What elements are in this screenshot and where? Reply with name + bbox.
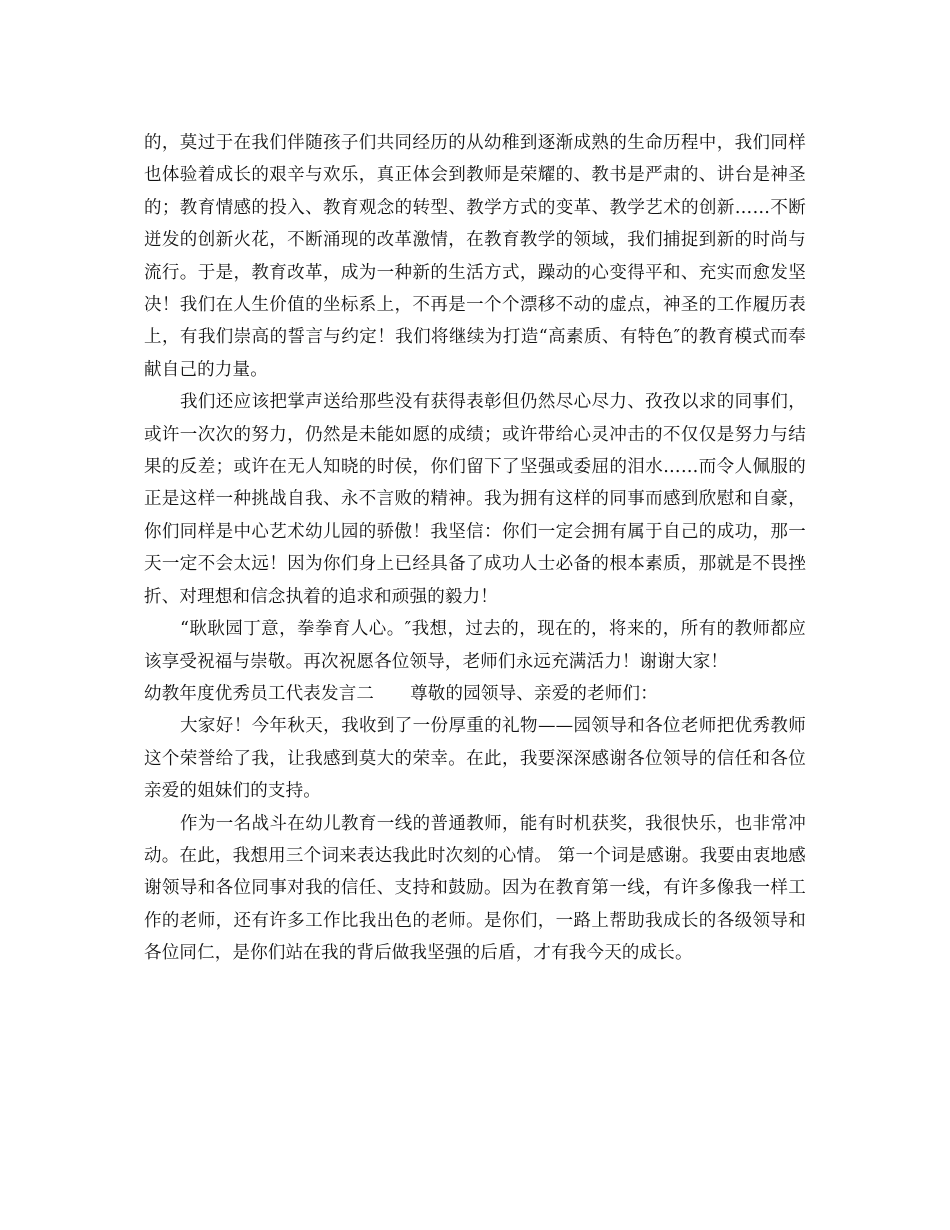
salutation: 尊敬的园领导、亲爱的老师们： xyxy=(410,683,658,704)
paragraph-4: 大家好！今年秋天，我收到了一份厚重的礼物——园领导和各位老师把优秀教师这个荣誉给了我，让我感到莫大的荣幸。在此，我要深深感谢各位领导的信任和各位亲爱的姐妹们的支持。 xyxy=(144,716,806,802)
document-body xyxy=(144,127,806,970)
paragraph-3: “耿耿园丁意，拳拳育人心。″我想，过去的，现在的，将来的，所有的教师都应该享受祝福与崇敬。再次祝愿各位领导，老师们永远充满活力！谢谢大家！ xyxy=(144,619,806,672)
paragraph-2: 我们还应该把掌声送给那些没有获得表彰但仍然尽心尽力、孜孜以求的同事们，或许一次次的努力，仍然是未能如愿的成绩；或许带给心灵冲击的不仅仅是努力与结果的反差；或许在无人知晓的时侯，你们留下了坚强或委屈的泪水……而令人佩服的正是这样一种挑战自我、永不言败的精神。我为拥有这样的同事而感到欣慰和自豪，你们同样是中心艺术幼儿园的骄傲！我坚信：你们一定会拥有属于自己的成功，那一天一定不会太远！因为你们身上已经具备了成功人士必备的根本素质，那就是不畏挫折、对理想和信念执着的追求和顽强的毅力！ xyxy=(144,392,806,607)
section-heading xyxy=(144,678,806,710)
section-title: 幼教年度优秀员工代表发言二 xyxy=(144,683,375,704)
paragraph-5: 作为一名战斗在幼儿教育一线的普通教师，能有时机获奖，我很快乐，也非常冲动。在此，我想用三个词来表达我此时次刻的心情。 第一个词是感谢。我要由衷地感谢领导和各位同事对我的信任、支持和鼓励。因为在教育第一线，有许多像我一样工作的老师，还有许多工作比我出色的老师。是你们，一路上帮助我成长的各级领导和各位同仁，是你们站在我的背后做我坚强的后盾，才有我今天的成长。 xyxy=(144,813,806,964)
paragraph-1: 的，莫过于在我们伴随孩子们共同经历的从幼稚到逐渐成熟的生命历程中，我们同样也体验着成长的艰辛与欢乐，真正体会到教师是荣耀的、教书是严肃的、讲台是神圣的；教育情感的投入、教育观念的转型、教学方式的变革、教学艺术的创新……不断迸发的创新火花，不断涌现的改革激情，在教育教学的领域，我们捕捉到新的时尚与流行。于是，教育改革，成为一种新的生活方式，躁动的心变得平和、充实而愈发坚决！我们在人生价值的坐标系上，不再是一个个漂移不动的虚点，神圣的工作履历表上，有我们崇高的誓言与约定！我们将继续为打造“高素质、有特色″的教育模式而奉献自己的力量。 xyxy=(144,133,806,380)
